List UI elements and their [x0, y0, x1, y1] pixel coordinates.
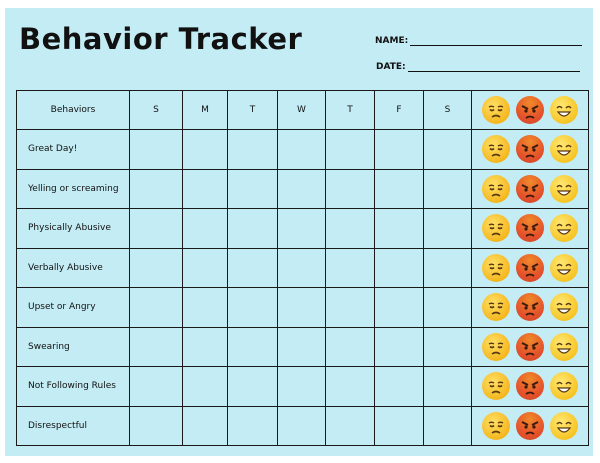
- behavior-row: [17, 130, 589, 170]
- day-checkbox-cell[interactable]: [424, 288, 472, 328]
- name-field[interactable]: [375, 36, 582, 46]
- day-checkbox-cell[interactable]: [424, 367, 472, 407]
- happy-face-icon[interactable]: [550, 96, 578, 124]
- day-checkbox-cell[interactable]: [130, 406, 183, 446]
- header-day: S: [424, 91, 472, 130]
- day-checkbox-cell[interactable]: [424, 327, 472, 367]
- date-field[interactable]: [376, 62, 580, 72]
- day-checkbox-cell[interactable]: [424, 406, 472, 446]
- day-checkbox-cell[interactable]: [183, 130, 228, 170]
- day-checkbox-cell[interactable]: [183, 406, 228, 446]
- day-checkbox-cell[interactable]: [183, 367, 228, 407]
- day-checkbox-cell[interactable]: [375, 130, 424, 170]
- day-checkbox-cell[interactable]: [183, 209, 228, 249]
- day-checkbox-cell[interactable]: [130, 327, 183, 367]
- angry-face-icon[interactable]: [516, 293, 544, 321]
- behavior-row: [17, 169, 589, 209]
- day-checkbox-cell[interactable]: [326, 288, 375, 328]
- happy-face-icon[interactable]: [550, 333, 578, 361]
- name-label: NAME:: [375, 36, 409, 46]
- sad-face-icon[interactable]: [482, 412, 510, 440]
- mood-faces-cell: [472, 130, 589, 170]
- day-checkbox-cell[interactable]: [326, 248, 375, 288]
- day-checkbox-cell[interactable]: [375, 288, 424, 328]
- day-checkbox-cell[interactable]: [228, 248, 278, 288]
- day-checkbox-cell[interactable]: [326, 169, 375, 209]
- day-checkbox-cell[interactable]: [130, 248, 183, 288]
- header-day: S: [130, 91, 183, 130]
- behavior-label: Not Following Rules: [17, 367, 130, 407]
- day-checkbox-cell[interactable]: [130, 209, 183, 249]
- header-behaviors: Behaviors: [17, 91, 130, 130]
- day-checkbox-cell[interactable]: [375, 367, 424, 407]
- behavior-row: [17, 367, 589, 407]
- day-checkbox-cell[interactable]: [278, 367, 326, 407]
- day-checkbox-cell[interactable]: [228, 367, 278, 407]
- day-checkbox-cell[interactable]: [183, 169, 228, 209]
- happy-face-icon[interactable]: [550, 254, 578, 282]
- mood-faces-cell: [472, 288, 589, 328]
- sad-face-icon[interactable]: [482, 333, 510, 361]
- sad-face-icon[interactable]: [482, 135, 510, 163]
- day-checkbox-cell[interactable]: [183, 327, 228, 367]
- day-checkbox-cell[interactable]: [375, 209, 424, 249]
- header-faces: [472, 91, 589, 130]
- day-checkbox-cell[interactable]: [375, 327, 424, 367]
- angry-face-icon[interactable]: [516, 372, 544, 400]
- sad-face-icon[interactable]: [482, 96, 510, 124]
- day-checkbox-cell[interactable]: [130, 169, 183, 209]
- day-checkbox-cell[interactable]: [278, 406, 326, 446]
- day-checkbox-cell[interactable]: [278, 327, 326, 367]
- angry-face-icon[interactable]: [516, 254, 544, 282]
- day-checkbox-cell[interactable]: [326, 209, 375, 249]
- behavior-row: [17, 288, 589, 328]
- day-checkbox-cell[interactable]: [326, 406, 375, 446]
- behavior-label: Disrespectful: [17, 406, 130, 446]
- behavior-label: Verbally Abusive: [17, 248, 130, 288]
- name-line[interactable]: [410, 44, 582, 46]
- day-checkbox-cell[interactable]: [228, 288, 278, 328]
- header-day: W: [278, 91, 326, 130]
- behavior-row: [17, 209, 589, 249]
- happy-face-icon[interactable]: [550, 214, 578, 242]
- day-checkbox-cell[interactable]: [375, 406, 424, 446]
- header-row: [17, 91, 589, 130]
- behavior-grid: [16, 90, 589, 446]
- day-checkbox-cell[interactable]: [130, 288, 183, 328]
- day-checkbox-cell[interactable]: [424, 169, 472, 209]
- behavior-row: [17, 327, 589, 367]
- day-checkbox-cell[interactable]: [228, 209, 278, 249]
- happy-face-icon[interactable]: [550, 412, 578, 440]
- header-day: M: [183, 91, 228, 130]
- day-checkbox-cell[interactable]: [375, 248, 424, 288]
- day-checkbox-cell[interactable]: [424, 209, 472, 249]
- sad-face-icon[interactable]: [482, 214, 510, 242]
- sad-face-icon[interactable]: [482, 254, 510, 282]
- behavior-label: Yelling or screaming: [17, 169, 130, 209]
- day-checkbox-cell[interactable]: [228, 406, 278, 446]
- day-checkbox-cell[interactable]: [278, 130, 326, 170]
- day-checkbox-cell[interactable]: [375, 169, 424, 209]
- angry-face-icon[interactable]: [516, 333, 544, 361]
- day-checkbox-cell[interactable]: [183, 288, 228, 328]
- day-checkbox-cell[interactable]: [326, 130, 375, 170]
- header-day: F: [375, 91, 424, 130]
- behavior-row: [17, 406, 589, 446]
- sad-face-icon[interactable]: [482, 293, 510, 321]
- behavior-row: [17, 248, 589, 288]
- happy-face-icon[interactable]: [550, 135, 578, 163]
- mood-faces-cell: [472, 327, 589, 367]
- happy-face-icon[interactable]: [550, 372, 578, 400]
- angry-face-icon[interactable]: [516, 175, 544, 203]
- header-day: T: [326, 91, 375, 130]
- mood-faces-cell: [472, 169, 589, 209]
- tracker-sheet: [5, 8, 593, 456]
- page-title: Behavior Tracker: [19, 22, 303, 56]
- date-line[interactable]: [408, 70, 580, 72]
- sad-face-icon[interactable]: [482, 372, 510, 400]
- sad-face-icon[interactable]: [482, 175, 510, 203]
- mood-faces-cell: [472, 209, 589, 249]
- date-label: DATE:: [376, 62, 406, 72]
- day-checkbox-cell[interactable]: [183, 248, 228, 288]
- mood-faces-cell: [472, 248, 589, 288]
- angry-face-icon[interactable]: [516, 96, 544, 124]
- day-checkbox-cell[interactable]: [424, 130, 472, 170]
- angry-face-icon[interactable]: [516, 214, 544, 242]
- behavior-label: Great Day!: [17, 130, 130, 170]
- day-checkbox-cell[interactable]: [326, 367, 375, 407]
- day-checkbox-cell[interactable]: [130, 367, 183, 407]
- behavior-label: Physically Abusive: [17, 209, 130, 249]
- behavior-label: Swearing: [17, 327, 130, 367]
- day-checkbox-cell[interactable]: [228, 169, 278, 209]
- mood-faces-cell: [472, 406, 589, 446]
- day-checkbox-cell[interactable]: [278, 169, 326, 209]
- day-checkbox-cell[interactable]: [228, 327, 278, 367]
- header-day: T: [228, 91, 278, 130]
- angry-face-icon[interactable]: [516, 412, 544, 440]
- happy-face-icon[interactable]: [550, 293, 578, 321]
- angry-face-icon[interactable]: [516, 135, 544, 163]
- day-checkbox-cell[interactable]: [326, 327, 375, 367]
- day-checkbox-cell[interactable]: [278, 288, 326, 328]
- happy-face-icon[interactable]: [550, 175, 578, 203]
- day-checkbox-cell[interactable]: [424, 248, 472, 288]
- mood-faces-cell: [472, 367, 589, 407]
- behavior-label: Upset or Angry: [17, 288, 130, 328]
- day-checkbox-cell[interactable]: [278, 248, 326, 288]
- day-checkbox-cell[interactable]: [228, 130, 278, 170]
- day-checkbox-cell[interactable]: [130, 130, 183, 170]
- day-checkbox-cell[interactable]: [278, 209, 326, 249]
